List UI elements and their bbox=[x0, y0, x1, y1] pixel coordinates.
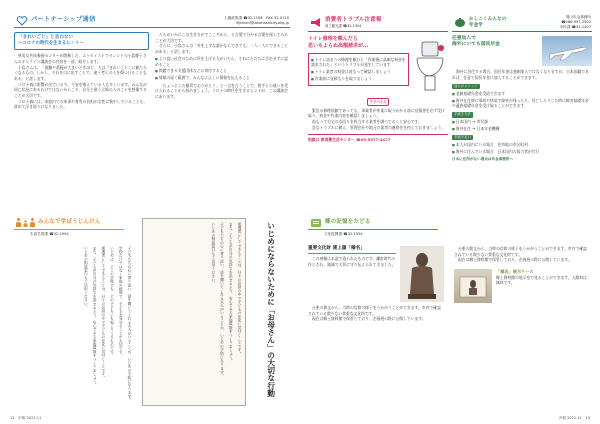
jinken-quote-text: また、子どもが自分の気持ちを話せるよう、安心できる家庭環境をつくりましょう。 bbox=[229, 222, 234, 363]
pension-window-label: 手続き窓口 bbox=[454, 135, 471, 140]
advice-label: アドバイス bbox=[367, 98, 390, 106]
pension-merit: ■ 海外在住時に事故や病気で障害が残ったり、死亡したりした時に障害基礎年金や遺族基礎年金を受け取ることができます bbox=[452, 98, 592, 109]
partnership-header bbox=[14, 14, 290, 28]
heart-hands-icon bbox=[16, 15, 28, 26]
consumer-advice: 緊急の修理依頼であっても、事業者が作業に取りかかる前に見積書を必ず受け取り、料金や作業内容を確認しましょう。 bbox=[308, 107, 445, 119]
jinken-column: 学校だけではなく家庭や地域で、子どもを見守ることが大切です。 bbox=[119, 246, 124, 357]
pension-merit-label: 加入のメリット bbox=[454, 84, 478, 89]
jinken-quote-text: 保護者としてできることは、日々の会話の中で子どもの変化に気付くことです。 bbox=[238, 222, 242, 356]
museum-photo bbox=[454, 269, 492, 303]
history-header bbox=[308, 216, 438, 230]
jinken-column: いじめの相談窓口もご活用ください。 bbox=[84, 246, 89, 309]
partnership-bullet: ■ より良い社会のために声を上げる人がいたら、それにただちに否定せずに認めること bbox=[155, 56, 290, 67]
consumer-section bbox=[308, 14, 448, 214]
history-subject-name: 連上頭「榛名」 bbox=[332, 246, 365, 251]
history-body: 現在は郷土資料館で保管しており、企画展の際に公開しています。 bbox=[312, 316, 426, 322]
history-body: 現在は郷土資料館で保管しており、企画展の際に公開しています。 bbox=[458, 257, 572, 263]
partnership-bullet: ■ 問題できる支援団体などに寄付すること bbox=[155, 68, 290, 73]
consumer-advice: 前もって自宅の水回りを担当する業者を調べておくと安心です。 bbox=[312, 118, 422, 124]
pension-section bbox=[452, 14, 592, 214]
history-subject-label: 重要文化財 bbox=[308, 246, 331, 251]
contact-email[interactable]: ✉jinken@takahashicity.okg.jp bbox=[236, 20, 289, 25]
history-side-note-title: 「榛名」展示ケース bbox=[496, 269, 534, 275]
pension-question bbox=[452, 36, 539, 49]
partnership-title: パートナーシップ通信 bbox=[31, 16, 96, 24]
history-body: 台座の銘文から、当時の信仰の様子をうかがうことができます。市内で確認されている数少ない貴重な文化財です。 bbox=[454, 246, 587, 257]
partnership-paragraph: たちがいかにこの生き方がでこころから、と言葉で分かる言葉を探してみることが大切です。 bbox=[155, 32, 289, 43]
partnership-paragraph: さらに、小島さんは「外を上手な誰かならできても、一人一人にできることがある」と話します。 bbox=[155, 43, 289, 55]
pension-question-line2: 海外にいても国民年金 bbox=[452, 42, 500, 48]
jinken-title-vertical: いじめにならないために「お母さん」の大切な行動 bbox=[266, 222, 276, 397]
consumer-bullet: ■ トイレ詰まりの修理を頼むと「作業後に高額な料金を請求された」というトラブルが発生しています bbox=[311, 57, 406, 68]
partnership-contact bbox=[224, 16, 290, 25]
history-title: 郷の記憶をたどる bbox=[325, 218, 371, 225]
jinken-vertical-body bbox=[14, 246, 132, 406]
jinken-quote-text: いじめの相談窓口もご活用ください。 bbox=[211, 222, 216, 285]
consumer-headline-line1: トイレ修理を頼んだら bbox=[308, 36, 358, 42]
jinken-quote-box bbox=[142, 218, 246, 406]
pension-title: かしこくみんなの年金学 bbox=[469, 17, 507, 28]
consumer-bullets bbox=[308, 53, 409, 86]
megaphone-icon bbox=[310, 17, 322, 28]
piggy-bank-icon bbox=[454, 17, 466, 28]
history-section bbox=[308, 216, 592, 412]
partnership-bullet: ■ 情報の届く範囲で、みんなに正しい情報を伝えること bbox=[155, 75, 290, 80]
history-body: この神像は木造で造られたものです。鎌倉時代の作とされ、地域で大切に守り伝えられてきました。 bbox=[308, 256, 396, 267]
consumer-headline bbox=[308, 36, 409, 50]
page-number-right: 市報 2021.11 13 bbox=[558, 416, 590, 421]
jinken-column: また、子どもが自分の気持ちを話せるよう、安心できる家庭環境をつくりましょう。 bbox=[93, 246, 98, 387]
partnership-headline bbox=[14, 32, 149, 50]
right-page bbox=[300, 0, 600, 424]
consumer-bullet: ■ トイレ業者の料金は前もって確認しましょう bbox=[311, 69, 406, 74]
pension-window: ■ 海外に住んでいる場合 日本国内の協力者が代行 bbox=[452, 149, 592, 154]
pension-window: ■ 本人が国内にいる場合 住所地の市区町村 bbox=[452, 142, 592, 147]
pension-footer: 日本に住所がない場合は年金事務所へ bbox=[452, 156, 514, 161]
partnership-section bbox=[14, 14, 290, 214]
contact-phone: 人権政策課 ☎32-1108 FAX 32-0110 bbox=[223, 15, 289, 20]
scroll-icon bbox=[310, 217, 322, 228]
pension-merit: ■ 老齢基礎年金を受給できます bbox=[452, 91, 592, 96]
history-body: 台座の銘文から、当時の信仰の様子をうかがうことができます。市内で確認されている数少ない貴重な文化財です。 bbox=[308, 305, 441, 316]
pension-header bbox=[452, 14, 592, 32]
pension-intro: 海外に居住する場合、国民年金は強制加入ではなくなりますが、日本国籍であれば、任意で国民年金に加入することができます。 bbox=[452, 69, 589, 80]
pension-apply: ■ 日本国内 → 市民課 bbox=[452, 119, 592, 124]
jinken-section bbox=[14, 216, 290, 412]
partnership-paragraph: 県男女共同参画センターが開催した、エッセイストでタレントの小島慶子さんのオンライン講演会の内容を一部、紹介します。 bbox=[14, 53, 147, 64]
page-number-left: 12 市報 2021.11 bbox=[10, 416, 42, 421]
consumer-title: 消費者トラブル注意報 bbox=[325, 16, 382, 23]
airplane-photo bbox=[542, 36, 592, 66]
history-contact: 文化振興課 ☎32-1954 bbox=[324, 232, 363, 236]
partnership-paragraph: コロナ禍には、家庭内での家事や育児の負担が女性に集中していることも、改めて浮き彫りになりました。 bbox=[14, 98, 148, 110]
family-icon bbox=[16, 218, 35, 227]
pension-contact-office: 岡山年金事務所 bbox=[565, 15, 591, 20]
statue-photo bbox=[400, 246, 444, 302]
headline-line2: ～コロナの時代を生きるヒント～ bbox=[18, 41, 84, 47]
partnership-paragraph: コロナ禍に影響が出ている今、不安を抱えている人も多くいます。みんなが同じ状況にあるわけではないからこそ、自分と違う立場の人のことを想像することが大切です。 bbox=[14, 81, 147, 98]
consumer-headline-line2: 思いもよらぬ高額請求が… bbox=[308, 42, 369, 49]
consumer-bullet: ■ 作業前に見積もりを取りましょう bbox=[311, 76, 406, 81]
pension-apply: ■ 海外在住 → 日本年金機構 bbox=[452, 126, 592, 131]
headline-line1: 「きれいごと」と言わない bbox=[18, 35, 74, 40]
history-side-note: 郷土資料館の展示室で見ることができます。入館料は無料です。 bbox=[496, 274, 587, 286]
consumer-advice: 急なトラブルに備え、管理会社や地元の業者の連絡先を控えておきましょう。 bbox=[312, 124, 445, 130]
partnership-paragraph: 「ちょっとした親切でおりがとう」と一言を言うことで、相手との違いを受け入れることから始めましょう。コロナの時代を生きるヒントが、この講演会にあります。 bbox=[155, 82, 289, 99]
jinken-title: みんなで学ぼうじんけん bbox=[38, 218, 101, 225]
pension-contact-phone: ☎086-957-2502 bbox=[561, 20, 591, 25]
pension-apply-label: 手続き方法 bbox=[454, 112, 471, 117]
jinken-contact: 生涯学習課 ☎32-1954 bbox=[30, 232, 69, 236]
consumer-header bbox=[308, 14, 448, 32]
jinken-column: 保護者としてできることは、日々の会話の中で子どもの変化に気付くことです。 bbox=[101, 246, 106, 380]
jinken-column: いじめは、どこの学校でも、どの子どもにも起こりうるものです。 bbox=[110, 246, 115, 357]
partnership-paragraph: 小島さんは、「困難や葛藤が大きいときほど、人は『きれいごと』に頼りたくなるもの。しかし、それを口に出すことで、違う考えの人を傷つけることもある」と話します。 bbox=[14, 64, 148, 81]
pension-question-line1: 任意加入で bbox=[452, 36, 476, 41]
toilet-illustration bbox=[412, 36, 448, 94]
pension-contact bbox=[560, 15, 592, 29]
history-subject bbox=[308, 246, 396, 254]
jinken-quote-text: 子どもたちの心に寄り添い、話を聞いてくれる大人がいることが、いじめの予防になります。 bbox=[220, 222, 225, 378]
pension-contact-city: 市民課 ☎32-1407 bbox=[559, 24, 591, 29]
jinken-vertical-title bbox=[254, 222, 288, 406]
consumer-contact-center: 相談は 県消費生活センター ☎03-5977-4477 bbox=[308, 134, 448, 142]
jinken-column: 子どもたちの心に寄り添い、話を聞いてくれる大人がいることが、いじめの予防になります。 bbox=[128, 246, 132, 402]
consumer-contact: 商工観光課 ☎32-1504 bbox=[325, 23, 362, 28]
jinken-header bbox=[14, 216, 124, 230]
